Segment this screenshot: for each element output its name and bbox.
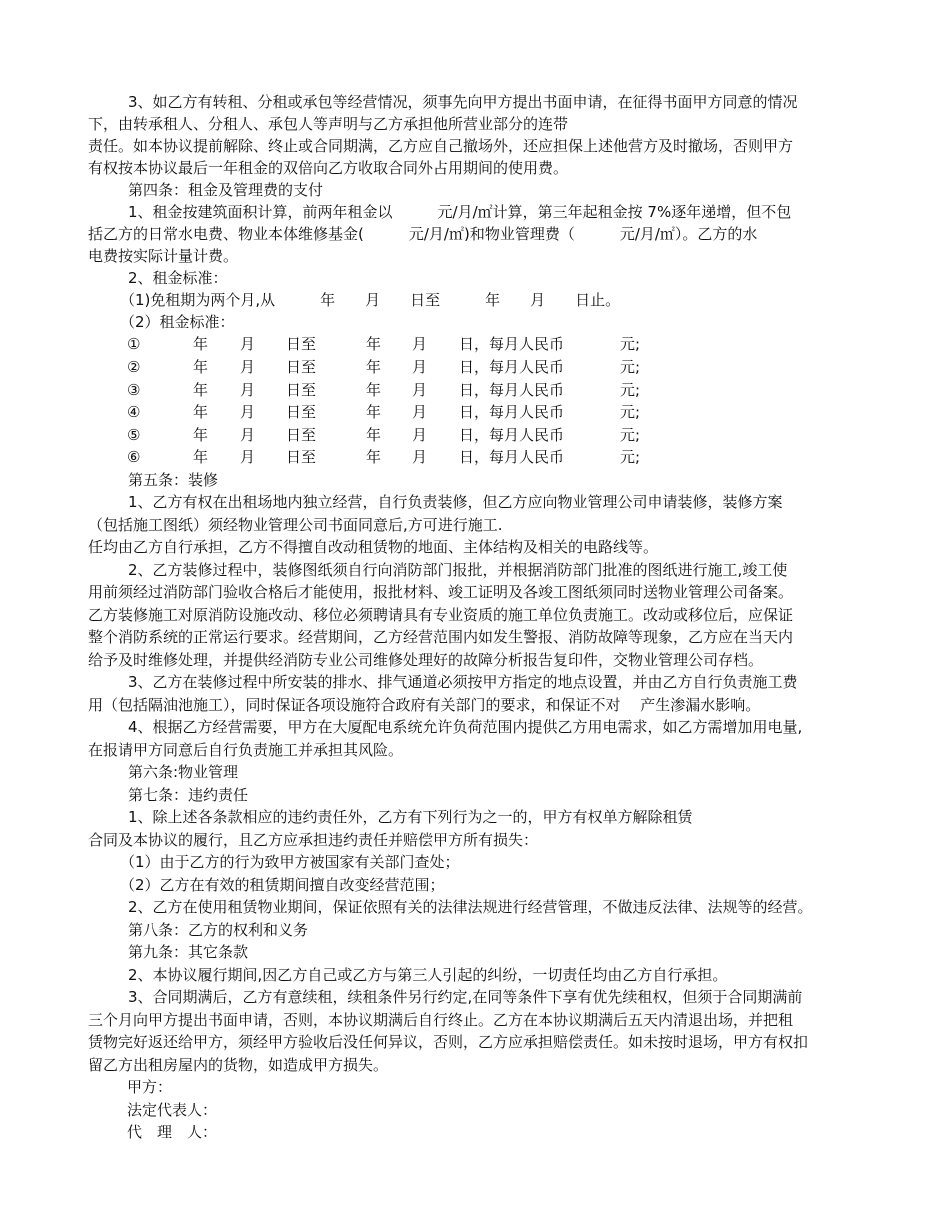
rent-row-month-end: 月 bbox=[412, 381, 428, 399]
rent-row-unit: 元; bbox=[620, 381, 641, 399]
text-line: 4、根据乙方经营需要，甲方在大厦配电系统允许负荷范围内提供乙方用电需求，如乙方需增加用电量, bbox=[128, 718, 803, 736]
rent-row-unit: 元; bbox=[620, 335, 641, 353]
rent-row-number: ① bbox=[127, 335, 141, 353]
section-heading: 第六条:物业管理 bbox=[128, 763, 239, 781]
rent-row-month-start: 月 bbox=[240, 358, 256, 376]
rent-row-day-end: 日，每月人民币 bbox=[459, 448, 565, 466]
rent-row-unit: 元; bbox=[620, 426, 641, 444]
rent-row-day-start: 日至 bbox=[286, 448, 317, 466]
text-line: 用（包括隔油池施工），同时保证各项设施符合政府有关部门的要求，和保证不对 产生渗漏水影响。 bbox=[88, 696, 761, 714]
text-line: 电费按实际计量计费。 bbox=[88, 247, 239, 265]
rent-row-number: ⑥ bbox=[127, 448, 141, 466]
rent-row bbox=[0, 379, 950, 401]
rent-row-year-start: 年 bbox=[193, 426, 209, 444]
text-line: 赁物完好返还给甲方，须经甲方验收后没任何异议，否则，乙方应承担赔偿责任。如未按时退场，甲方有权扣 bbox=[88, 1033, 809, 1051]
signature-legal-representative: 法定代表人： bbox=[127, 1101, 218, 1119]
rent-row-day-end: 日，每月人民币 bbox=[459, 335, 565, 353]
rent-row-month-start: 月 bbox=[240, 426, 256, 444]
rent-row-month-end: 月 bbox=[412, 426, 428, 444]
rent-row-day-end: 日，每月人民币 bbox=[459, 381, 565, 399]
rent-row-month-end: 月 bbox=[412, 448, 428, 466]
rent-row bbox=[0, 446, 950, 468]
text-line: 在报请甲方同意后自行负责施工并承担其风险。 bbox=[88, 741, 404, 759]
text-line: （包括施工图纸）须经物业管理公司书面同意后,方可进行施工. bbox=[88, 516, 503, 534]
text-line: 1、租金按建筑面积计算，前两年租金以 元/月/㎡计算，第三年起租金按 7%逐年递增，但不包 bbox=[128, 203, 792, 221]
rent-row-day-start: 日至 bbox=[286, 358, 317, 376]
text-line: （1)免租期为两个月,从 年 月 日至 年 月 日止。 bbox=[120, 291, 621, 309]
rent-row-year-end: 年 bbox=[366, 381, 382, 399]
text-line: 整个消防系统的正常运行要求。经营期间，乙方经营范围内如发生警报、消防故障等现象，乙方应在当天内 bbox=[88, 628, 794, 646]
rent-row-day-end: 日，每月人民币 bbox=[459, 403, 565, 421]
rent-row-year-end: 年 bbox=[366, 358, 382, 376]
rent-row-number: ⑤ bbox=[127, 426, 141, 444]
rent-row-month-start: 月 bbox=[240, 403, 256, 421]
rent-row-year-end: 年 bbox=[366, 335, 382, 353]
section-heading: 第七条：违约责任 bbox=[128, 786, 249, 804]
rent-row-month-start: 月 bbox=[240, 381, 256, 399]
text-line: 1、乙方有权在出租场地内独立经营，自行负责装修，但乙方应向物业管理公司申请装修，装修方案 bbox=[128, 493, 783, 511]
rent-row-year-end: 年 bbox=[366, 448, 382, 466]
text-line: （1）由于乙方的行为致甲方被国家有关部门查处； bbox=[120, 853, 460, 871]
text-line: （2）乙方在有效的租赁期间擅自改变经营范围； bbox=[120, 876, 445, 894]
rent-row-year-end: 年 bbox=[366, 403, 382, 421]
text-line: 下，由转承租人、分租人、承包人等声明与乙方承担他所营业部分的连带 bbox=[88, 115, 569, 133]
rent-row-unit: 元; bbox=[620, 403, 641, 421]
text-line: 1、除上述各条款相应的违约责任外，乙方有下列行为之一的，甲方有权单方解除租赁 bbox=[128, 808, 693, 826]
rent-row-day-start: 日至 bbox=[286, 335, 317, 353]
text-line: 2、本协议履行期间,因乙方自己或乙方与第三人引起的纠纷，一切责任均由乙方自行承担。 bbox=[128, 966, 728, 984]
rent-row-year-start: 年 bbox=[193, 335, 209, 353]
section-heading: 第九条：其它条款 bbox=[128, 943, 249, 961]
rent-row-month-end: 月 bbox=[412, 403, 428, 421]
rent-row bbox=[0, 356, 950, 378]
rent-row-month-start: 月 bbox=[240, 335, 256, 353]
signature-agent: 代 理 人： bbox=[127, 1123, 218, 1141]
text-line: 3、合同期满后，乙方有意续租，续租条件另行约定,在同等条件下享有优先续租权，但须于合同期满前 bbox=[128, 988, 803, 1006]
rent-row-number: ② bbox=[127, 358, 141, 376]
text-line: 给予及时维修处理，并提供经消防专业公司维修处理好的故障分析报告复印件，交物业管理公司存档。 bbox=[88, 651, 764, 669]
section-heading: 第八条：乙方的权利和义务 bbox=[128, 921, 309, 939]
text-line: 用前须经过消防部门验收合格后才能使用，报批材料、竣工证明及各竣工图纸须同时送物业管理公司备案。 bbox=[88, 583, 794, 601]
rent-row-unit: 元; bbox=[620, 448, 641, 466]
text-line: 任均由乙方自行承担，乙方不得擅自改动租赁物的地面、主体结构及相关的电路线等。 bbox=[88, 538, 659, 556]
rent-row-unit: 元; bbox=[620, 358, 641, 376]
rent-row-month-end: 月 bbox=[412, 358, 428, 376]
text-line: 3、乙方在装修过程中所安装的排水、排气通道必须按甲方指定的地点设置，并由乙方自行负责施工费 bbox=[128, 673, 798, 691]
rent-row-month-end: 月 bbox=[412, 335, 428, 353]
rent-row-year-start: 年 bbox=[193, 358, 209, 376]
rent-row-number: ④ bbox=[127, 403, 141, 421]
text-line: 3、如乙方有转租、分租或承包等经营情况，须事先向甲方提出书面申请，在征得书面甲方同意的情况 bbox=[128, 93, 798, 111]
rent-row bbox=[0, 424, 950, 446]
section-heading: 第四条：租金及管理费的支付 bbox=[128, 181, 324, 199]
text-line: 三个月向甲方提出书面申请，否则，本协议期满后自行终止。乙方在本协议期满后五天内清退出场，并把租 bbox=[88, 1011, 794, 1029]
text-line: 括乙方的日常水电费、物业本体维修基金( 元/月/㎡)和物业管理费（ 元/月/㎡）。乙方的水 bbox=[88, 225, 758, 243]
rent-row-year-start: 年 bbox=[193, 403, 209, 421]
rent-row bbox=[0, 401, 950, 423]
text-line: 合同及本协议的履行，且乙方应承担违约责任并赔偿甲方所有损失： bbox=[88, 831, 539, 849]
rent-row-year-start: 年 bbox=[193, 381, 209, 399]
rent-row-day-start: 日至 bbox=[286, 403, 317, 421]
text-line: 留乙方出租房屋内的货物，如造成甲方损失。 bbox=[88, 1056, 389, 1074]
text-line: 2、乙方装修过程中，装修图纸须自行向消防部门报批，并根据消防部门批准的图纸进行施工,竣工使 bbox=[128, 561, 788, 579]
rent-row-day-end: 日，每月人民币 bbox=[459, 358, 565, 376]
rent-row-month-start: 月 bbox=[240, 448, 256, 466]
text-line: 2、租金标准： bbox=[128, 269, 228, 287]
section-heading: 第五条：装修 bbox=[128, 471, 219, 489]
rent-row bbox=[0, 333, 950, 355]
text-line: 责任。如本协议提前解除、终止或合同期满，乙方应自己撤场外，还应担保上述他营方及时撤场，否则甲方 bbox=[88, 137, 794, 155]
text-line: 有权按本协议最后一年租金的双倍向乙方收取合同外占用期间的使用费。 bbox=[88, 159, 569, 177]
text-line: 2、乙方在使用租赁物业期间，保证依照有关的法律法规进行经营管理，不做违反法律、法规等的经营。 bbox=[128, 898, 813, 916]
rent-row-year-end: 年 bbox=[366, 426, 382, 444]
rent-row-day-end: 日，每月人民币 bbox=[459, 426, 565, 444]
rent-row-year-start: 年 bbox=[193, 448, 209, 466]
signature-party-a: 甲方： bbox=[127, 1078, 173, 1096]
rent-row-number: ③ bbox=[127, 381, 141, 399]
text-line: （2）租金标准： bbox=[120, 313, 235, 331]
rent-row-day-start: 日至 bbox=[286, 381, 317, 399]
text-line: 乙方装修施工对原消防设施改动、移位必须聘请具有专业资质的施工单位负责施工。改动或移位后，应保证 bbox=[88, 606, 794, 624]
rent-row-day-start: 日至 bbox=[286, 426, 317, 444]
